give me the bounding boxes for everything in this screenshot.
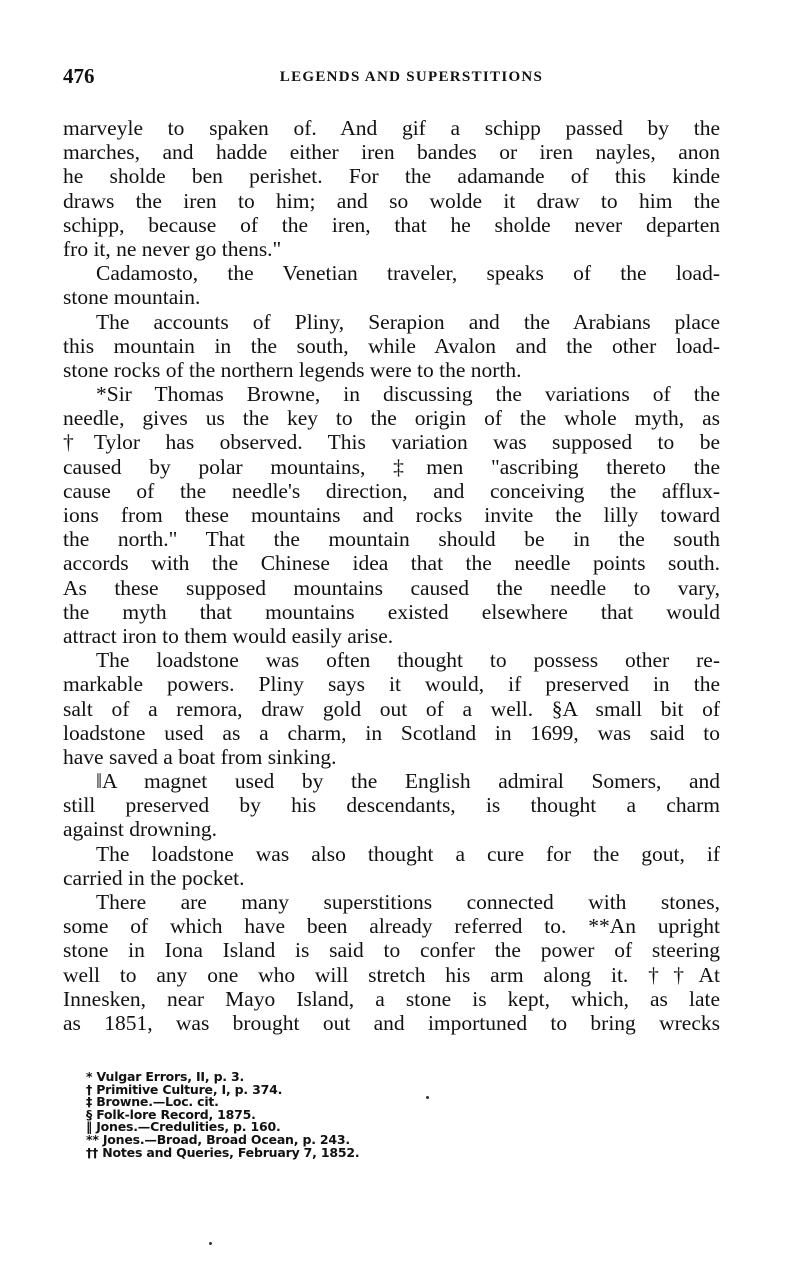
text-line: needle, gives us the key to the origin of the whole myth, as (63, 406, 720, 431)
text-line: accords with the Chinese idea that the needle points south. (63, 551, 720, 576)
text-line: draws the iren to him; and so wolde it draw to him the (63, 188, 720, 213)
footnote: †† Notes and Queries, February 7, 1852. (86, 1144, 360, 1160)
footnote: * Vulgar Errors, II, p. 3. (86, 1069, 245, 1084)
footnote: ** Jones.—Broad, Broad Ocean, p. 243. (86, 1131, 350, 1147)
text-line: ‖A magnet used by the English admiral Somers, and (96, 769, 720, 794)
text-line: marches, and hadde either iren bandes or iren nayles, anon (63, 140, 720, 165)
text-line: markable powers. Pliny says it would, if preserved in the (63, 672, 720, 697)
text-line: marveyle to spaken of. And gif a schipp passed by the (63, 116, 720, 140)
footnote: ‡ Browne.—Loc. cit. (86, 1094, 219, 1110)
text-line: There are many superstitions connected with stones, (96, 890, 720, 914)
text-line: loadstone used as a charm, in Scotland in 1699, was said to (63, 720, 720, 745)
text-line: as 1851, was brought out and importuned to bring wrecks (63, 1010, 720, 1035)
scan-speck (426, 1096, 429, 1099)
text-line: stone rocks of the northern legends were to the north. (63, 357, 522, 382)
text-line: cause of the needle's direction, and conceiving the afflux- (63, 478, 720, 503)
text-line: salt of a remora, draw gold out of a well. §A small bit of (63, 696, 720, 721)
text-line: †Tylor has observed. This variation was supposed to be (63, 430, 720, 455)
footnote: † Primitive Culture, I, p. 374. (86, 1081, 283, 1097)
text-line: well to any one who will stretch his arm along it. ††At (63, 962, 720, 987)
text-line: against drowning. (63, 817, 218, 842)
text-line: Innesken, near Mayo Island, a stone is kept, which, as late (63, 986, 720, 1011)
scan-speck (209, 1242, 212, 1245)
text-line: the north." That the mountain should be in the south (63, 527, 720, 552)
text-line: stone in Iona Island is said to confer the power of steering (63, 938, 720, 963)
text-line: have saved a boat from sinking. (63, 744, 337, 769)
text-line: attract iron to them would easily arise. (63, 623, 394, 648)
footnotes (86, 1071, 359, 1159)
text-line: The loadstone was also thought a cure for the gout, if (96, 841, 720, 866)
text-line: stone mountain. (63, 285, 201, 310)
text-line: schipp, because of the iren, that he sholde never departen (63, 212, 720, 237)
page-header (63, 64, 720, 90)
body-text (63, 116, 720, 1035)
text-line: fro it, ne never go thens." (63, 236, 282, 261)
text-line: ions from these mountains and rocks invite the lilly toward (63, 503, 720, 527)
text-line: carried in the pocket. (63, 865, 245, 890)
text-line: he sholde ben perishet. For the adamande of this kinde (63, 164, 720, 189)
page-number: 476 (63, 64, 95, 88)
text-line: As these supposed mountains caused the needle to vary, (63, 575, 720, 600)
text-line: *Sir Thomas Browne, in discussing the variations of the (96, 382, 720, 407)
text-line: The loadstone was often thought to possess other re- (96, 648, 720, 673)
text-line: The accounts of Pliny, Serapion and the Arabians place (96, 309, 720, 334)
running-head: LEGENDS AND SUPERSTITIONS (279, 69, 544, 85)
text-line: the myth that mountains existed elsewhere that would (63, 599, 720, 624)
text-line: caused by polar mountains, ‡men "ascribing thereto the (63, 454, 720, 479)
text-line: this mountain in the south, while Avalon and the other load- (63, 333, 720, 358)
text-line: still preserved by his descendants, is thought a charm (63, 793, 720, 818)
footnote: ‖ Jones.—Credulities, p. 160. (86, 1119, 281, 1135)
footnote: § Folk-lore Record, 1875. (86, 1106, 256, 1122)
text-line: Cadamosto, the Venetian traveler, speaks of the load- (96, 261, 720, 286)
text-line: some of which have been already referred to. **An upright (63, 914, 720, 939)
